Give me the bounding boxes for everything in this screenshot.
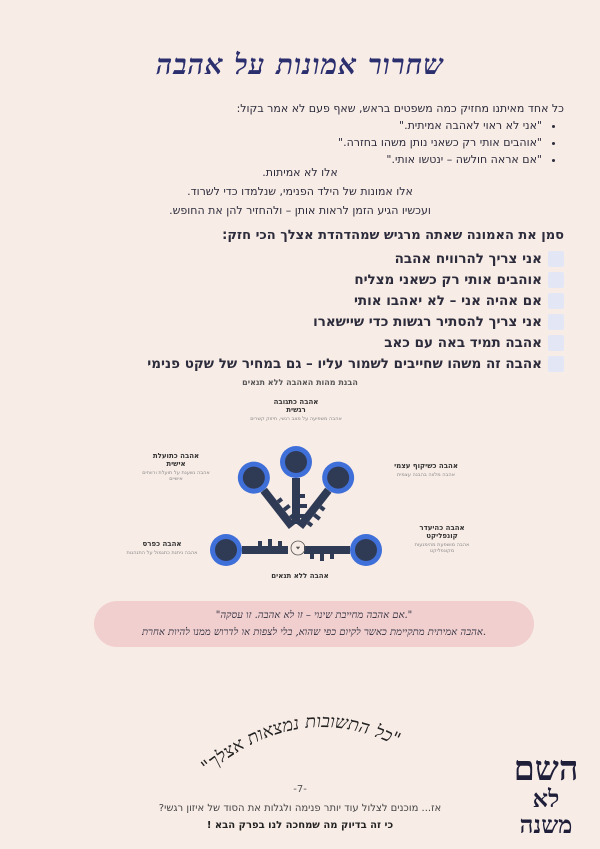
diagram-node: אהבה כתגובה רגשית אהבה משפיעה על מצב רגשי, חיזוק קשרים [250, 398, 342, 422]
checklist-heading: סמן את האמונה שאתה מרגיש שמהדהדת אצלך הכי חזק: [222, 228, 564, 243]
key-icon [287, 455, 360, 536]
checklist-item-label: אני צריך להסתיר רגשות כדי שיישארו [313, 313, 542, 330]
middle-line-3: ועכשיו הגיע הזמן לראות אותן – ולהחזיר להן את החופש. [169, 204, 431, 217]
page-title: שחרור אמונות על אהבה [155, 48, 445, 81]
key-icon [280, 446, 312, 524]
diagram-node: אהבה כהיעדר קונפליקט אהבה מושפעת מהימנעות מקונפליקט [414, 524, 470, 554]
logo-top: השם [513, 749, 579, 789]
page-number: -7- [293, 784, 307, 795]
checklist-item-label: אוהבים אותי רק כשאני מצליח [354, 271, 542, 288]
list-item: • "אני לא ראוי לאהבה אמיתית." [34, 117, 542, 134]
svg-text:"כל התשובות נמצאות אצלך" [198, 711, 404, 778]
checkbox[interactable] [548, 335, 564, 351]
checklist-item[interactable] [34, 248, 564, 269]
list-item: • "אוהבים אותי רק כשאני נותן משהו בחזרה." [34, 134, 542, 151]
checkbox[interactable] [548, 251, 564, 267]
heart-head-icon [291, 541, 305, 555]
checklist-item[interactable] [34, 269, 564, 290]
diagram-node: אהבה כפרס אהבה ניתנת כתגמול על התנהגות [126, 540, 198, 556]
diagram-center-label: אהבה ללא תנאים [271, 572, 329, 580]
key-icon [210, 534, 288, 566]
quote-box [94, 601, 534, 647]
quote-line-1: ".אם אהבה מחייבת שינוי – זו לא אהבה. זו עסקה" [215, 610, 413, 621]
checkbox[interactable] [548, 293, 564, 309]
intro-section [34, 100, 564, 168]
checkbox[interactable] [548, 314, 564, 330]
logo-bottom: לא משנה [519, 784, 573, 839]
list-item: • "אם אראה חולשה – ינטשו אותי." [34, 151, 542, 168]
checklist-item-label: אני צריך להרוויח אהבה [394, 250, 542, 267]
footer-line-1: אז... מוכנים לצלול עוד יותר פנימה ולגלות את הסוד של איזון רגשי? [158, 803, 442, 814]
footer-line-2: כי זה בדיוק מה שמחכה לנו בפרק הבא ! [206, 820, 394, 831]
brand-logo [506, 749, 586, 839]
checklist-item[interactable] [34, 353, 564, 374]
checklist-item-label: אם אהיה אני – לא יאהבו אותי [353, 292, 542, 309]
diagram-node: אהבה כשיקוף עצמי אהבה מלווה בהבנה עצמית [394, 462, 458, 478]
key-icon [231, 455, 304, 536]
checkbox[interactable] [548, 356, 564, 372]
quote-line-2: .אהבה אמיתית מתקיימת כאשר לקיום כפי שהוא, בלי לצפות או לדרוש ממנו להיות אחרת [141, 627, 487, 638]
checkbox[interactable] [548, 272, 564, 288]
diagram-title: הבנת מהות האהבה ללא תנאים [242, 378, 358, 387]
checklist-item-label: אהבה זה משהו שחייבים לשמור עליו – גם במחיר של שקט פנימי [147, 355, 542, 372]
intro-bullets [34, 117, 564, 168]
motto-text: "כל התשובות נמצאות אצלך" [197, 710, 404, 778]
checklist-item-label: אהבה תמיד באה עם כאב [384, 334, 542, 351]
checklist-item[interactable] [34, 290, 564, 311]
middle-line-1: אלו לא אמיתות. [262, 166, 338, 179]
diagram-node: אהבה כתועלת אישית אהבה נשענת על תועלת ורווחים אישיים [142, 452, 210, 482]
middle-line-2: אלו אמונות של הילד הפנימי, שנלמדו כדי לשרוד. [187, 185, 413, 198]
key-icon [304, 534, 382, 566]
checklist [34, 248, 564, 374]
checklist-item[interactable] [34, 311, 564, 332]
intro-lead: כל אחד מאיתנו מחזיק כמה משפטים בראש, שאף פעם לא אמר בקול: [236, 102, 564, 115]
checklist-item[interactable] [34, 332, 564, 353]
